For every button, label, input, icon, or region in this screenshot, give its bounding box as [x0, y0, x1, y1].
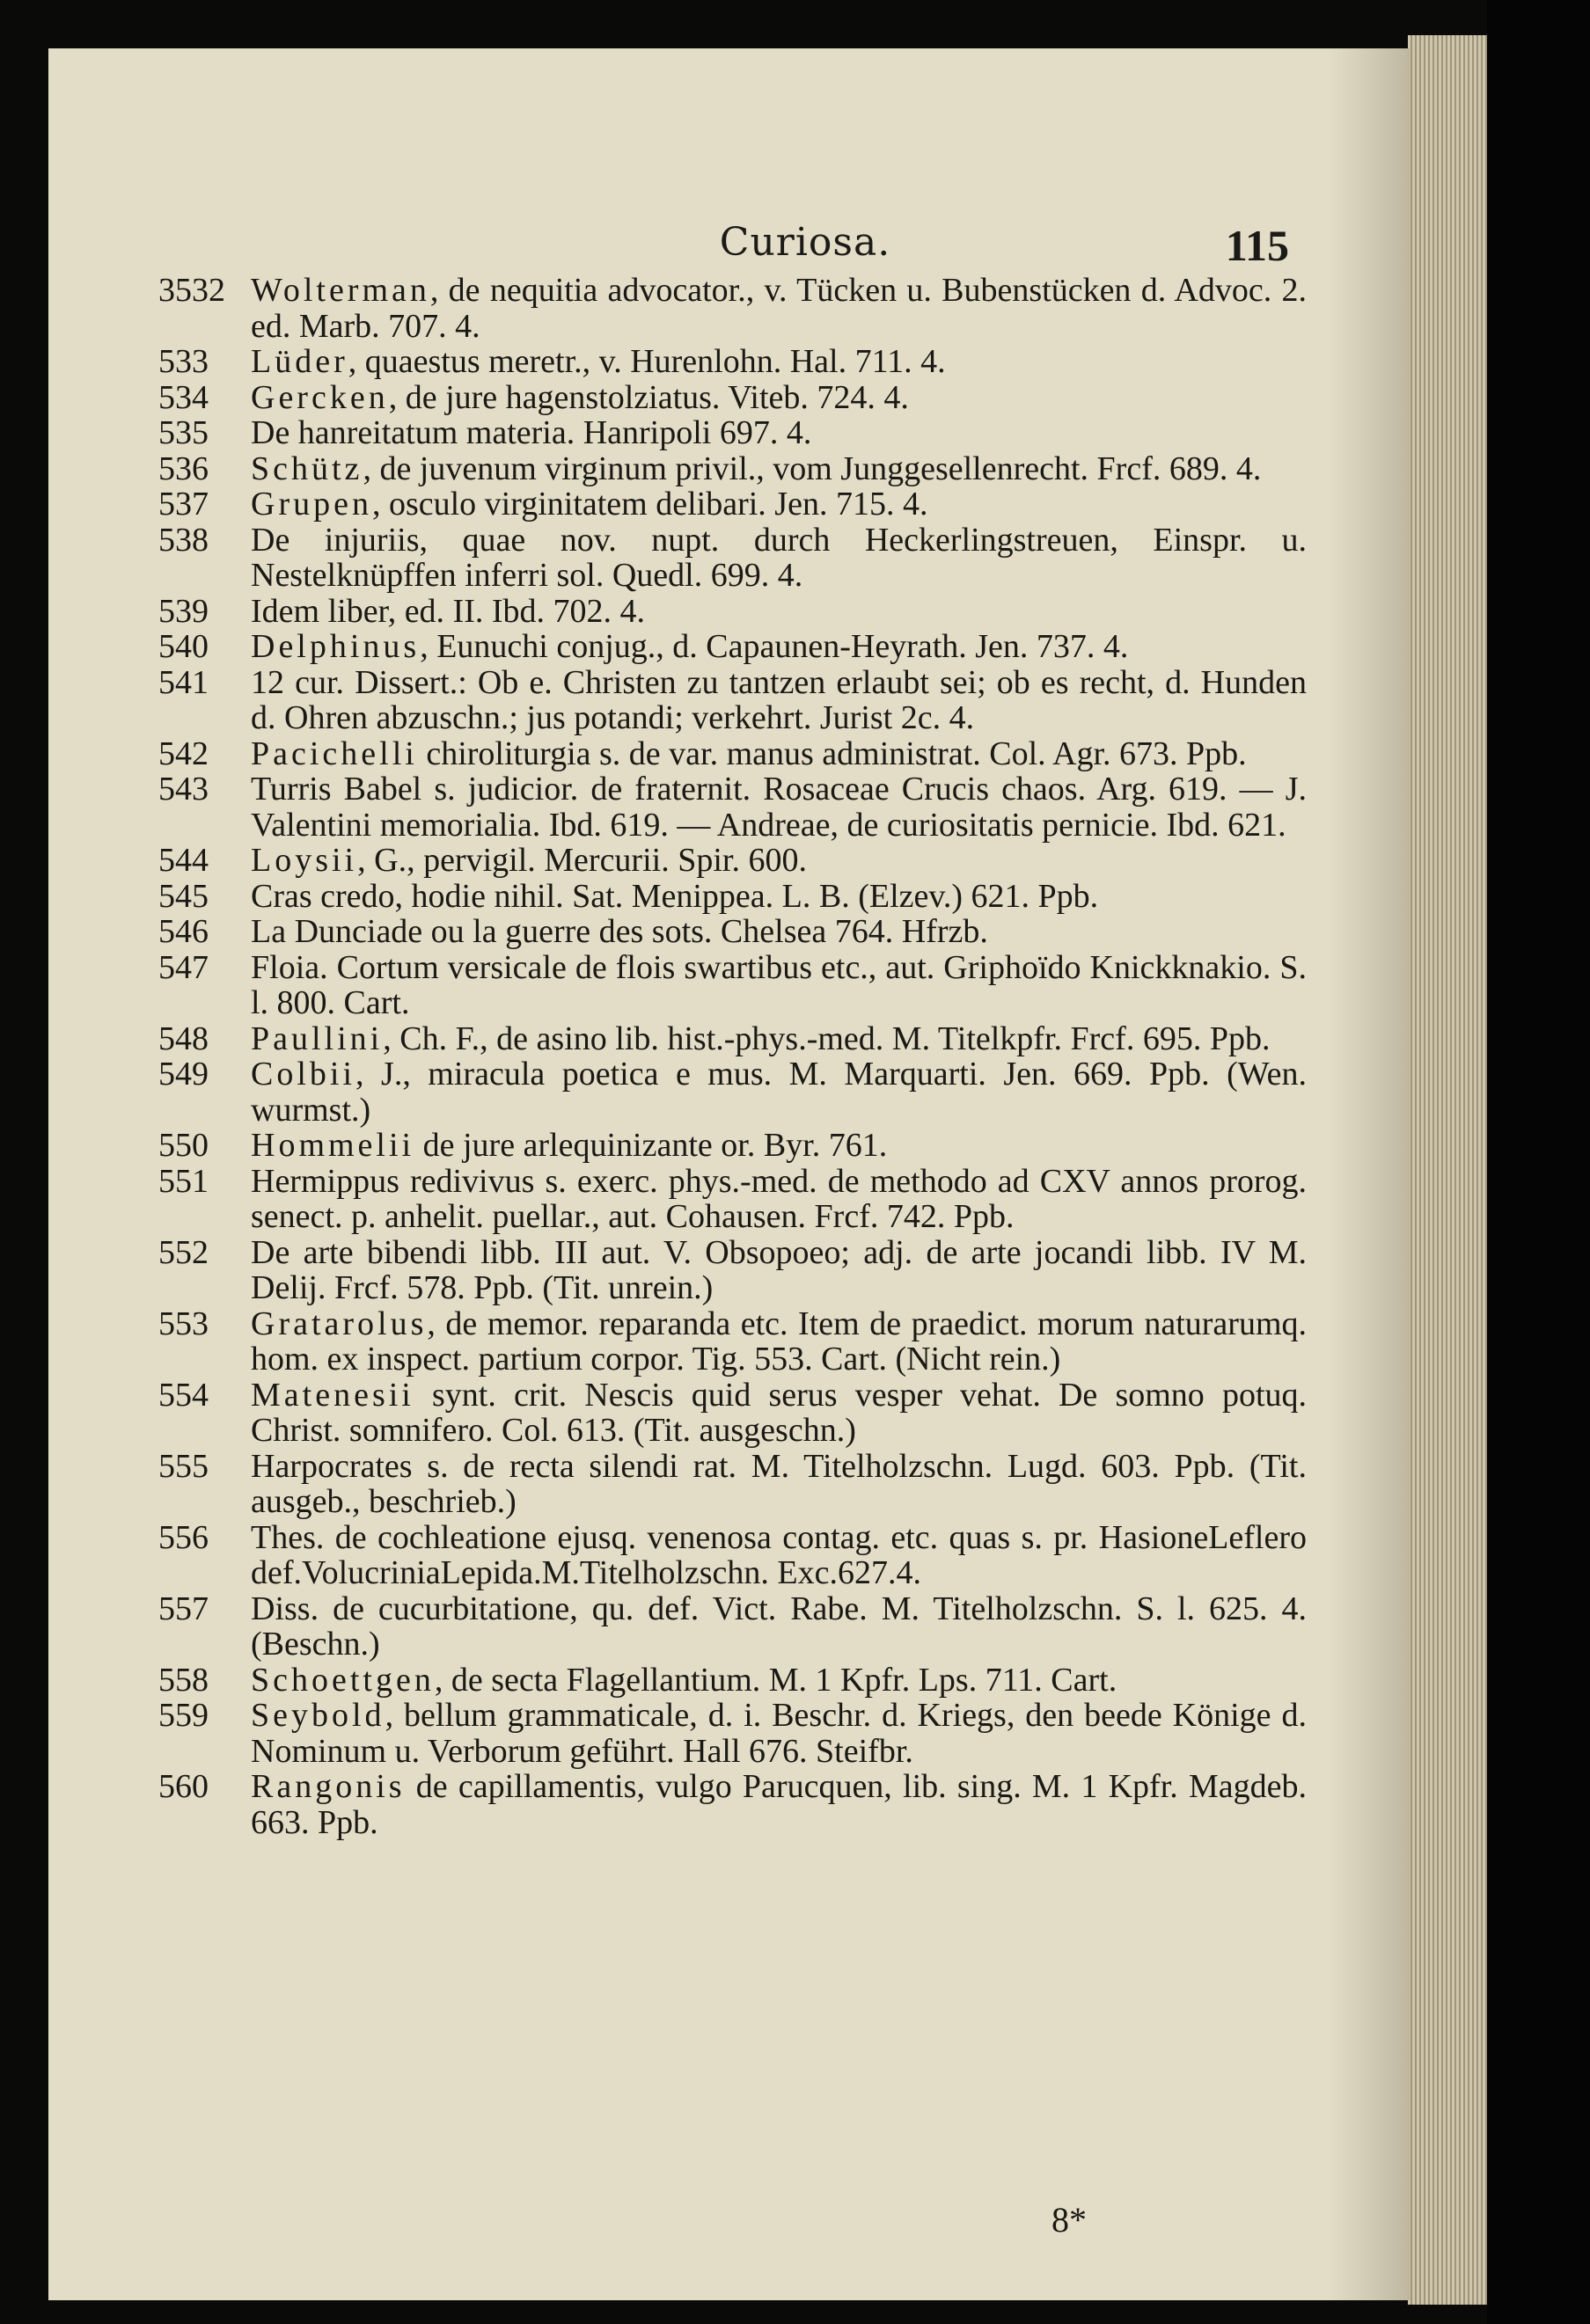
- entry-text: [251, 1164, 1307, 1235]
- entry-number: 558: [158, 1661, 209, 1699]
- running-title: Curiosa.: [719, 220, 891, 265]
- catalog-entry: [158, 914, 1307, 950]
- entry-number: 3532: [158, 272, 225, 309]
- catalog-entry: [158, 1128, 1307, 1164]
- entry-text: [251, 344, 1307, 380]
- entry-number: 559: [158, 1697, 209, 1734]
- entry-description: , Ch. F., de asino lib. hist.-phys.-med. M. Titelkpfr. Frcf. 695. Ppb.: [383, 1019, 1271, 1057]
- entry-description: Thes. de cochleatione ejusq. venenosa contag. etc. quas s. pr. HasioneLeflero def.VolucriniaLepida.M.Titelholzschn. Exc.627.4.: [251, 1518, 1307, 1591]
- catalog-entry: [158, 380, 1307, 416]
- catalog-entry: [158, 1769, 1307, 1840]
- entry-number: 554: [158, 1376, 209, 1414]
- entry-number: 533: [158, 343, 209, 380]
- entry-number: 547: [158, 948, 209, 986]
- catalog-entry: [158, 1698, 1307, 1769]
- entry-text: [251, 594, 1307, 630]
- entry-author: Gercken: [251, 378, 389, 416]
- catalog-entry: [158, 1164, 1307, 1235]
- entry-number: 545: [158, 877, 209, 915]
- entry-author: Lüder: [251, 343, 348, 380]
- catalog-entry: [158, 486, 1307, 523]
- entry-number: 553: [158, 1305, 209, 1342]
- entry-description: , de juvenum virginum privil., vom Junggesellenrecht. Frcf. 689. 4.: [363, 449, 1262, 487]
- entry-author: Pacichelli: [251, 734, 418, 772]
- entry-description: , de jure hagenstolziatus. Viteb. 724. 4.: [388, 378, 909, 416]
- entry-description: , G., pervigil. Mercurii. Spir. 600.: [357, 842, 807, 879]
- entry-author: Schütz: [251, 449, 363, 487]
- entry-number: 560: [158, 1768, 209, 1805]
- signature-mark: 8*: [1051, 2200, 1087, 2240]
- catalog-entry: [158, 736, 1307, 772]
- entry-description: 12 cur. Dissert.: Ob e. Christen zu tantzen erlaubt sei; ob es recht, d. Hunden d. Ohren abzuschn.; jus potandi; verkehrt. Jurist 2c. 4.: [251, 663, 1307, 736]
- catalog-entry: [158, 1235, 1307, 1306]
- catalog-entry: [158, 629, 1307, 665]
- entry-number: 544: [158, 842, 209, 879]
- entry-text: [251, 1056, 1307, 1128]
- entry-text: [251, 1021, 1307, 1057]
- catalog-entry: [158, 451, 1307, 487]
- entry-author: Rangonis: [251, 1768, 406, 1805]
- entry-description: Diss. de cucurbitatione, qu. def. Vict. Rabe. M. Titelholzschn. S. l. 625. 4. (Beschn.): [251, 1590, 1307, 1663]
- entry-description: , quaestus meretr., v. Hurenlohn. Hal. 711. 4.: [348, 343, 946, 380]
- catalog-entry: [158, 1449, 1307, 1520]
- entry-description: , Eunuchi conjug., d. Capaunen-Heyrath. Jen. 737. 4.: [420, 628, 1129, 665]
- catalog-entry: [158, 843, 1307, 879]
- page-number: 115: [1225, 221, 1289, 270]
- entry-author: Grupen: [251, 486, 372, 523]
- catalog-entry: [158, 950, 1307, 1021]
- catalog-entry: [158, 1056, 1307, 1128]
- catalog-entry: [158, 1306, 1307, 1378]
- entry-author: Loysii: [251, 842, 358, 879]
- dark-background: [1487, 0, 1590, 2324]
- catalog-entry: [158, 594, 1307, 630]
- entry-description: synt. crit. Nescis quid serus vesper vehat. De somno potuq. Christ. somnifero. Col. 613. (Tit. ausgeschn.): [251, 1376, 1307, 1449]
- entry-text: [251, 486, 1307, 523]
- entry-description: , bellum grammaticale, d. i. Beschr. d. Kriegs, den beede Könige d. Nominum u. Verborum geführt. Hall 676. Steifbr.: [251, 1697, 1307, 1770]
- entry-description: Hermippus redivivus s. exerc. phys.-med. de methodo ad CXV annos prorog. senect. p. anhelit. puellar., aut. Cohausen. Frcf. 742. Ppb.: [251, 1162, 1307, 1235]
- entry-author: Gratarolus: [251, 1305, 428, 1342]
- entry-text: [251, 1378, 1307, 1449]
- entry-text: [251, 1698, 1307, 1769]
- entry-description: Turris Babel s. judicior. de fraternit. Rosaceae Crucis chaos. Arg. 619. — J. Valentini memorialia. Ibd. 619. — Andreae, de curiositatis pernicie. Ibd. 621.: [251, 771, 1307, 844]
- entry-text: [251, 1449, 1307, 1520]
- entry-text: [251, 665, 1307, 736]
- entry-description: De arte bibendi libb. III aut. V. Obsopoeo; adj. de arte jocandi libb. IV M. Delij. Frcf. 578. Ppb. (Tit. unrein.): [251, 1233, 1307, 1306]
- entry-number: 550: [158, 1127, 209, 1164]
- catalog-entry: [158, 415, 1307, 451]
- catalog-entry: [158, 1591, 1307, 1663]
- book-page-edges: [1408, 35, 1487, 2305]
- entry-number: 556: [158, 1518, 209, 1556]
- catalog-entry: [158, 523, 1307, 594]
- entry-number: 557: [158, 1590, 209, 1627]
- entry-author: Paullini: [251, 1019, 384, 1057]
- catalog-entry: [158, 1520, 1307, 1591]
- entry-text: [251, 1591, 1307, 1663]
- catalog-entry: [158, 879, 1307, 915]
- entry-text: [251, 950, 1307, 1021]
- entry-text: [251, 1769, 1307, 1840]
- entry-number: 539: [158, 592, 209, 630]
- entry-text: [251, 1520, 1307, 1591]
- entry-description: La Dunciade ou la guerre des sots. Chelsea 764. Hfrzb.: [251, 913, 988, 950]
- catalog-entry: [158, 273, 1307, 344]
- entry-author: Colbii: [251, 1056, 356, 1093]
- entry-description: Harpocrates s. de recta silendi rat. M. Titelholzschn. Lugd. 603. Ppb. (Tit. ausgeb., beschrieb.): [251, 1447, 1307, 1520]
- entry-description: de jure arlequinizante or. Byr. 761.: [414, 1127, 888, 1164]
- entry-text: [251, 523, 1307, 594]
- entry-text: [251, 1663, 1307, 1699]
- entry-author: Wolterman: [251, 272, 430, 309]
- entry-number: 535: [158, 414, 209, 451]
- entry-number: 540: [158, 628, 209, 665]
- entry-description: chiroliturgia s. de var. manus administrat. Col. Agr. 673. Ppb.: [417, 734, 1247, 772]
- catalog-entry: [158, 1021, 1307, 1057]
- entry-text: [251, 771, 1307, 843]
- entry-text: [251, 1128, 1307, 1164]
- entry-number: 534: [158, 378, 209, 416]
- entry-description: De injuriis, quae nov. nupt. durch Heckerlingstreuen, Einspr. u. Nestelknüpffen inferri sol. Quedl. 699. 4.: [251, 521, 1307, 594]
- entry-author: Hommelii: [251, 1127, 415, 1164]
- entry-text: [251, 1306, 1307, 1378]
- entry-author: Matenesii: [251, 1376, 414, 1414]
- entry-text: [251, 736, 1307, 772]
- entry-number: 552: [158, 1233, 209, 1271]
- entry-author: Seybold: [251, 1697, 385, 1734]
- entry-text: [251, 629, 1307, 665]
- page-gutter-shade: [1329, 48, 1408, 2300]
- entry-text: [251, 415, 1307, 451]
- entry-number: 546: [158, 913, 209, 950]
- entry-author: Delphinus: [251, 628, 421, 665]
- catalog-entry: [158, 771, 1307, 843]
- entry-number: 536: [158, 449, 209, 487]
- entry-text: [251, 843, 1307, 879]
- entry-number: 537: [158, 486, 209, 523]
- entry-description: de capillamentis, vulgo Parucquen, lib. sing. M. 1 Kpfr. Magdeb. 663. Ppb.: [251, 1768, 1307, 1841]
- entry-description: De hanreitatum materia. Hanripoli 697. 4.: [251, 414, 812, 451]
- catalog-entry: [158, 665, 1307, 736]
- page-header: [48, 172, 1408, 270]
- entry-description: , osculo virginitatem delibari. Jen. 715. 4.: [371, 486, 928, 523]
- entry-text: [251, 914, 1307, 950]
- entry-text: [251, 451, 1307, 487]
- book-page: [48, 48, 1410, 2300]
- catalog-entry: [158, 344, 1307, 380]
- entry-author: Schoettgen: [251, 1661, 435, 1699]
- entry-number: 548: [158, 1019, 209, 1057]
- entry-description: Cras credo, hodie nihil. Sat. Menippea. L. B. (Elzev.) 621. Ppb.: [251, 877, 1099, 915]
- entry-description: , de memor. reparanda etc. Item de praedict. morum naturarumq. hom. ex inspect. partium corpor. Tig. 553. Cart. (Nicht rein.): [251, 1305, 1307, 1378]
- entry-text: [251, 273, 1307, 344]
- entry-number: 541: [158, 663, 209, 701]
- entry-number: 549: [158, 1056, 209, 1093]
- entry-text: [251, 879, 1307, 915]
- entry-description: , J., miracula poetica e mus. M. Marquarti. Jen. 669. Ppb. (Wen. wurmst.): [251, 1056, 1307, 1129]
- entry-description: Idem liber, ed. II. Ibd. 702. 4.: [251, 592, 646, 630]
- catalog-entry-list: [158, 273, 1307, 1840]
- entry-description: , de nequitia advocator., v. Tücken u. Bubenstücken d. Advoc. 2. ed. Marb. 707. 4.: [251, 272, 1307, 345]
- catalog-entry: [158, 1378, 1307, 1449]
- entry-description: Floia. Cortum versicale de flois swartibus etc., aut. Griphoïdo Knickknakio. S. l. 800. Cart.: [251, 948, 1307, 1021]
- entry-text: [251, 380, 1307, 416]
- entry-number: 543: [158, 771, 209, 808]
- entry-number: 542: [158, 734, 209, 772]
- entry-number: 538: [158, 521, 209, 559]
- entry-description: , de secta Flagellantium. M. 1 Kpfr. Lps. 711. Cart.: [434, 1661, 1117, 1699]
- entry-text: [251, 1235, 1307, 1306]
- entry-number: 551: [158, 1162, 209, 1200]
- entry-number: 555: [158, 1447, 209, 1485]
- catalog-entry: [158, 1663, 1307, 1699]
